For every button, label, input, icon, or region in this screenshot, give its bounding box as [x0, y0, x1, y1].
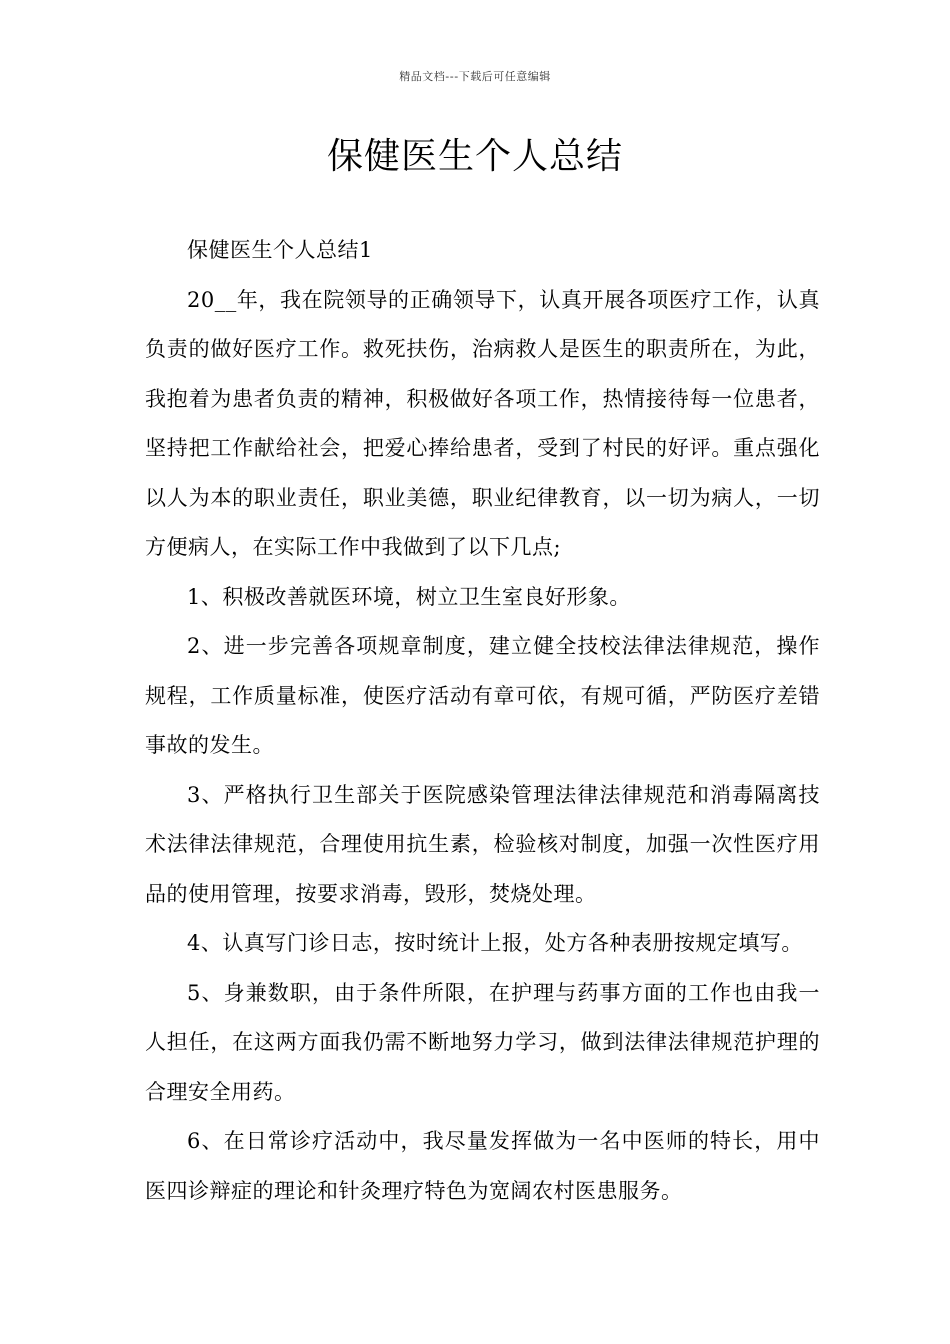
section-heading: 保健医生个人总结1	[187, 238, 373, 262]
paragraph-item-2: 2、进一步完善各项规章制度，建立健全技校法律法律规范，操作规程，工作质量标准，使医疗活动有章可依，有规可循，严防医疗差错事故的发生。	[145, 634, 820, 757]
paragraph-item-3: 3、严格执行卫生部关于医院感染管理法律法律规范和消毒隔离技术法律法律规范，合理使用抗生素，检验核对制度，加强一次性医疗用品的使用管理，按要求消毒，毁形，焚烧处理。	[145, 782, 820, 906]
paragraph-intro: 20__年，我在院领导的正确领导下，认真开展各项医疗工作，认真负责的做好医疗工作。救死扶伤，治病救人是医生的职责所在，为此，我抱着为患者负责的精神，积极做好各项工作，热情接待每一位患者，坚持把工作献给社会，把爱心捧给患者，受到了村民的好评。重点强化以人为本的职业责任，职业美德，职业纪律教育，以一切为病人，一切方便病人，在实际工作中我做到了以下几点;	[145, 287, 820, 559]
paragraph-item-5: 5、身兼数职，由于条件所限，在护理与药事方面的工作也由我一人担任，在这两方面我仍需不断地努力学习，做到法律法律规范护理的合理安全用药。	[145, 980, 820, 1104]
paragraph-item-6: 6、在日常诊疗活动中，我尽量发挥做为一名中医师的特长，用中医四诊辩症的理论和针灸理疗特色为宽阔农村医患服务。	[145, 1129, 820, 1203]
paragraph-item-1: 1、积极改善就医环境，树立卫生室良好形象。	[187, 584, 631, 609]
paragraph-item-4: 4、认真写门诊日志，按时统计上报，处方各种表册按规定填写。	[187, 931, 803, 955]
document-title: 保健医生个人总结	[326, 136, 623, 177]
document-body	[145, 226, 820, 1216]
header-note: 精品文档---下载后可任意编辑	[399, 70, 551, 83]
